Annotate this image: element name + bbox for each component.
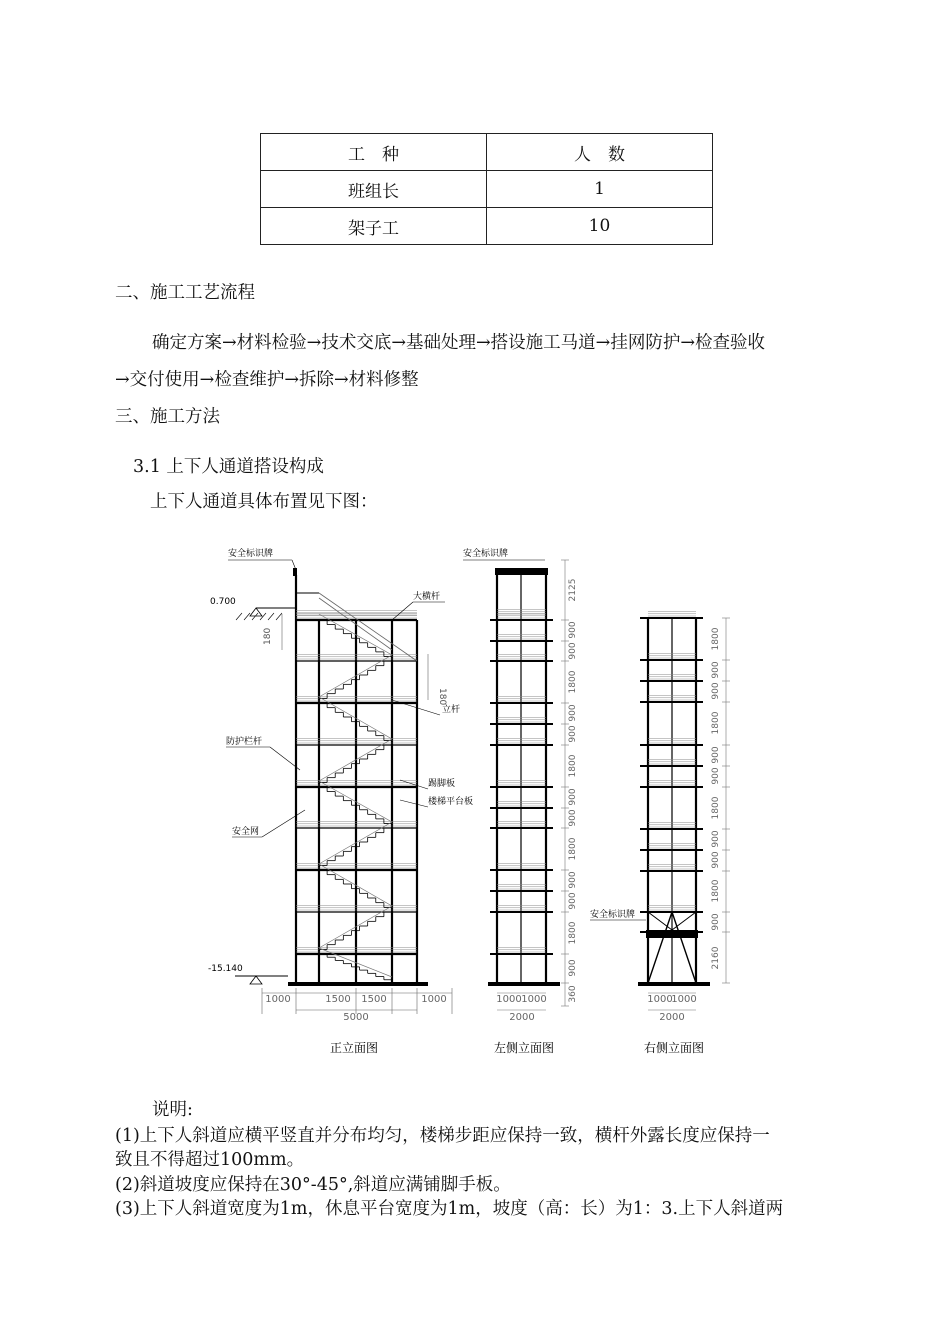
right-side-dim: 900 xyxy=(711,682,721,700)
right-side-dim: 1800 xyxy=(711,711,721,735)
post-label: 立杆 xyxy=(442,705,461,715)
front-dim-label: 1500 xyxy=(325,994,351,1005)
earth-hatch xyxy=(252,613,258,620)
left-side-dim: 1800 xyxy=(568,837,578,861)
front-dim-label: 1500 xyxy=(361,994,387,1005)
left-side-dim: 900 xyxy=(568,642,578,660)
right-sign-board xyxy=(646,930,698,938)
left-side-dim: 900 xyxy=(568,704,578,722)
right-dim-label: 1000 xyxy=(671,994,697,1005)
left-side-dim: 900 xyxy=(568,959,578,977)
left-side-dim: 360 xyxy=(568,985,578,1003)
right-side-dim: 900 xyxy=(711,851,721,869)
brace-line xyxy=(672,912,696,983)
safety-net-label: 安全网 xyxy=(232,827,260,837)
right-side-dim: 900 xyxy=(711,913,721,931)
right-side-dim: 900 xyxy=(711,746,721,764)
front-total-dim: 5000 xyxy=(343,1012,369,1023)
left-dim-label: 1000 xyxy=(496,994,522,1005)
left-total-dim: 2000 xyxy=(509,1012,535,1023)
level-marker xyxy=(250,976,262,984)
table-header-cell: 人 数 xyxy=(487,134,713,171)
front-dim-label: 1000 xyxy=(421,994,447,1005)
left-side-dim: 1800 xyxy=(568,754,578,778)
left-side-dim: 900 xyxy=(568,621,578,639)
table-cell: 10 xyxy=(487,208,713,245)
figure-intro: 上下人通道具体布置见下图： xyxy=(150,492,378,512)
front-sign-label: 安全标识牌 xyxy=(228,549,274,559)
earth-hatch xyxy=(276,613,282,620)
brace-line xyxy=(648,912,672,983)
section3-title: 三、施工方法 xyxy=(115,407,220,427)
guardrail-label: 防护栏杆 xyxy=(226,737,263,747)
left-side-dim: 900 xyxy=(568,788,578,806)
left-side-dim: 1800 xyxy=(568,921,578,945)
right-total-dim: 2000 xyxy=(659,1012,685,1023)
ground-slab xyxy=(638,982,710,986)
platform-label: 楼梯平台板 xyxy=(428,797,474,807)
ground-slab xyxy=(488,982,560,986)
leader-line xyxy=(262,810,305,837)
top-level-label: 0.700 xyxy=(210,597,236,607)
right-side-dim: 1800 xyxy=(711,627,721,651)
table-cell: 1 xyxy=(487,171,713,208)
right-side-dim: 900 xyxy=(711,661,721,679)
left-side-dim: 900 xyxy=(568,892,578,910)
note-2: (2)斜道坡度应保持在30°-45°,斜道应满铺脚手板。 xyxy=(115,1175,511,1195)
section2-title: 二、施工工艺流程 xyxy=(115,283,255,303)
subsection-title: 3.1 上下人通道搭设构成 xyxy=(133,457,324,477)
top-diagonal xyxy=(319,593,417,661)
left-side-dim: 900 xyxy=(568,871,578,889)
right-side-dim: 900 xyxy=(711,830,721,848)
right-elevation xyxy=(590,612,730,1010)
earth-hatch xyxy=(244,613,250,620)
left-side-dim: 1800 xyxy=(568,670,578,694)
front-sign-mark xyxy=(293,568,297,576)
left-elevation xyxy=(463,560,578,1010)
left-side-dim: 900 xyxy=(568,809,578,827)
dim-180-label: 180 xyxy=(263,627,273,645)
ledger-label: 大横杆 xyxy=(413,592,441,602)
left-sign-label: 安全标识牌 xyxy=(463,549,509,559)
ground-slab xyxy=(288,982,428,986)
note-3: (3)上下人斜道宽度为1m，休息平台宽度为1m，坡度（高：长）为1：3.上下人斜道两 xyxy=(115,1199,784,1219)
right-side-dim: 1800 xyxy=(711,879,721,903)
leader-line xyxy=(392,602,413,620)
table-cell: 班组长 xyxy=(261,171,487,208)
dim-180-right-label: 180 xyxy=(437,688,447,706)
table-header-cell: 工 种 xyxy=(261,134,487,171)
right-dim-label: 1000 xyxy=(647,994,673,1005)
front-caption: 正立面图 xyxy=(329,1041,379,1055)
table-cell: 架子工 xyxy=(261,208,487,245)
left-caption: 左侧立面图 xyxy=(493,1041,555,1055)
bottom-level-label: -15.140 xyxy=(208,964,243,974)
earth-hatch xyxy=(236,613,242,620)
right-sign-label: 安全标识牌 xyxy=(590,910,636,920)
level-marker xyxy=(250,608,262,616)
left-side-dim: 2125 xyxy=(568,578,578,602)
right-side-dim: 2160 xyxy=(711,946,721,970)
right-side-dim: 900 xyxy=(711,767,721,785)
left-side-dim: 900 xyxy=(568,725,578,743)
flow-line-2: →交付使用→检查维护→拆除→材料修整 xyxy=(115,370,419,390)
note-1a: (1)上下人斜道应横平竖直并分布均匀，楼梯步距应保持一致，横杆外露长度应保持一 xyxy=(115,1126,770,1146)
toe-board-label: 踢脚板 xyxy=(428,779,456,789)
front-dim-label: 1000 xyxy=(265,994,291,1005)
note-1b: 致且不得超过100mm。 xyxy=(115,1150,305,1170)
right-caption: 右侧立面图 xyxy=(643,1041,705,1055)
left-dim-label: 1000 xyxy=(521,994,547,1005)
leader-line xyxy=(400,800,428,807)
flow-line-1: 确定方案→材料检验→技术交底→基础处理→搭设施工马道→挂网防护→检查验收 xyxy=(152,333,765,353)
front-elevation xyxy=(226,560,452,1014)
right-side-dim: 1800 xyxy=(711,796,721,820)
earth-hatch xyxy=(268,613,274,620)
left-sign-board xyxy=(495,568,548,575)
notes-title: 说明: xyxy=(152,1100,193,1120)
